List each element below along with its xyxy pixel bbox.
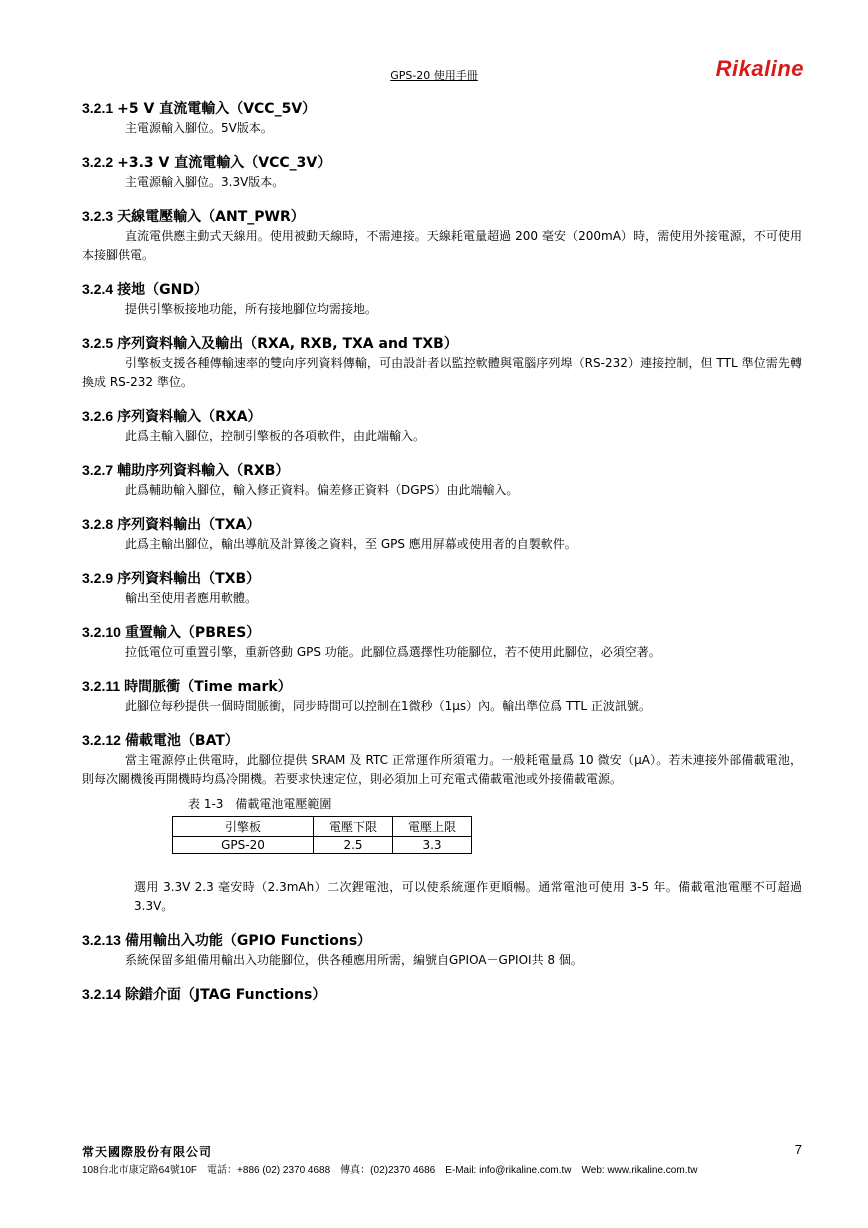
footer-company: 常天國際股份有限公司: [82, 1145, 213, 1159]
section-number: 3.2.1: [82, 100, 114, 116]
section-title: 序列資料輸出（TXA）: [117, 517, 261, 533]
table-header-cell: 引擎板: [173, 817, 314, 837]
section-title: 時間脈衝（Time mark）: [124, 679, 292, 695]
section-title: 序列資料輸出（TXB）: [117, 571, 261, 587]
document-header-title: GPS-20 使用手冊: [390, 69, 478, 82]
rikaline-logo: Rikaline: [715, 56, 804, 81]
section-3-2-12: [82, 730, 802, 916]
table-cell: 3.3: [393, 837, 472, 854]
section-number: 3.2.11: [82, 678, 121, 694]
section-3-2-1: [82, 98, 802, 138]
section-title: +3.3 V 直流電輸入（VCC_3V）: [117, 155, 332, 171]
table-cell: GPS-20: [173, 837, 314, 854]
section-body: 此腳位每秒提供一個時間脈衝，同步時間可以控制在1微秒（1μs）內。輸出準位爲 TTL 正波訊號。: [125, 699, 651, 713]
section-body: 拉低電位可重置引擎，重新啓動 GPS 功能。此腳位爲選擇性功能腳位，若不使用此腳位，必須空著。: [125, 645, 661, 659]
section-3-2-14: [82, 984, 802, 1005]
section-title: 序列資料輸入及輸出（RXA, RXB, TXA and TXB）: [117, 336, 458, 352]
section-title: 備用輸出入功能（GPIO Functions）: [124, 933, 372, 949]
section-number: 3.2.10: [82, 624, 121, 640]
battery-voltage-table: [172, 816, 472, 854]
section-number: 3.2.6: [82, 408, 114, 424]
section-3-2-11: [82, 676, 802, 716]
section-3-2-13: [82, 930, 802, 970]
section-3-2-4: [82, 279, 802, 319]
section-number: 3.2.9: [82, 570, 114, 586]
section-3-2-10: [82, 622, 802, 662]
section-body: 此爲主輸入腳位，控制引擎板的各項軟件，由此端輸入。: [125, 429, 426, 443]
section-number: 3.2.7: [82, 462, 114, 478]
table-caption: 表 1-3 備載電池電壓範圍: [188, 797, 332, 811]
section-body: 引擎板支援各種傳輸速率的雙向序列資料傳輸，可由設計者以監控軟體與電腦序列埠（RS-232）連接控制，但 TTL 準位需先轉換成 RS-232 準位。: [82, 356, 802, 389]
section-title: 接地（GND）: [117, 282, 208, 298]
page-number: 7: [794, 1142, 802, 1157]
section-body: 輸出至使用者應用軟體。: [125, 591, 258, 605]
section-title: +5 V 直流電輸入（VCC_5V）: [117, 101, 317, 117]
section-body: 此爲主輸出腳位，輸出導航及計算後之資料，至 GPS 應用屏幕或使用者的自製軟件。: [125, 537, 577, 551]
section-body: 當主電源停止供電時，此腳位提供 SRAM 及 RTC 正常運作所須電力。一般耗電量爲 10 微安（μA）。若未連接外部備載電池，則每次關機後再開機時均爲冷開機。若要求快速定位，則必須加上可充電式備載電池或外接備載電源。: [82, 753, 802, 786]
section-number: 3.2.5: [82, 335, 114, 351]
section-number: 3.2.12: [82, 732, 121, 748]
section-number: 3.2.4: [82, 281, 114, 297]
section-number: 3.2.13: [82, 932, 121, 948]
section-title: 輔助序列資料輸入（RXB）: [117, 463, 290, 479]
page-content: [82, 98, 802, 1019]
section-title: 備載電池（BAT）: [124, 733, 239, 749]
section-title: 序列資料輸入（RXA）: [117, 409, 262, 425]
section-number: 3.2.3: [82, 208, 114, 224]
section-title: 重置輸入（PBRES）: [124, 625, 261, 641]
section-3-2-6: [82, 406, 802, 446]
table-cell: 2.5: [314, 837, 393, 854]
section-body: 主電源輸入腳位。5V版本。: [125, 121, 273, 135]
section-body: 提供引擎板接地功能，所有接地腳位均需接地。: [125, 302, 378, 316]
table-header-row: [173, 817, 472, 837]
section-body: 直流電供應主動式天線用。使用被動天線時，不需連接。天線耗電量超過 200 毫安（200mA）時，需使用外接電源，不可使用本接腳供電。: [82, 229, 802, 262]
section-number: 3.2.14: [82, 986, 121, 1002]
section-3-2-2: [82, 152, 802, 192]
footer-contact: 108台北市康定路64號10F 電話：+886 (02) 2370 4688 傳真：(02)2370 4686 E-Mail: info@rikaline.com.tw Web: www.rikaline.com.tw: [82, 1165, 698, 1176]
section-number: 3.2.8: [82, 516, 114, 532]
section-title: 天線電壓輸入（ANT_PWR）: [117, 209, 305, 225]
section-title: 除錯介面（JTAG Functions）: [124, 987, 327, 1003]
table-row: [173, 837, 472, 854]
section-number: 3.2.2: [82, 154, 114, 170]
section-3-2-9: [82, 568, 802, 608]
section-3-2-7: [82, 460, 802, 500]
table-header-cell: 電壓下限: [314, 817, 393, 837]
section-3-2-8: [82, 514, 802, 554]
section-body: 系統保留多組備用輸出入功能腳位，供各種應用所需，編號自GPIOA－GPIOI共 8 個。: [125, 953, 583, 967]
section-3-2-3: [82, 206, 802, 265]
table-header-cell: 電壓上限: [393, 817, 472, 837]
section-body: 主電源輸入腳位。3.3V版本。: [125, 175, 285, 189]
section-body: 此爲輔助輸入腳位，輸入修正資料。偏差修正資料（DGPS）由此端輸入。: [125, 483, 519, 497]
section-3-2-5: [82, 333, 802, 392]
battery-note: 選用 3.3V 2.3 毫安時（2.3mAh）二次鋰電池，可以使系統運作更順暢。通常電池可使用 3-5 年。備載電池電壓不可超過 3.3V。: [134, 880, 802, 913]
